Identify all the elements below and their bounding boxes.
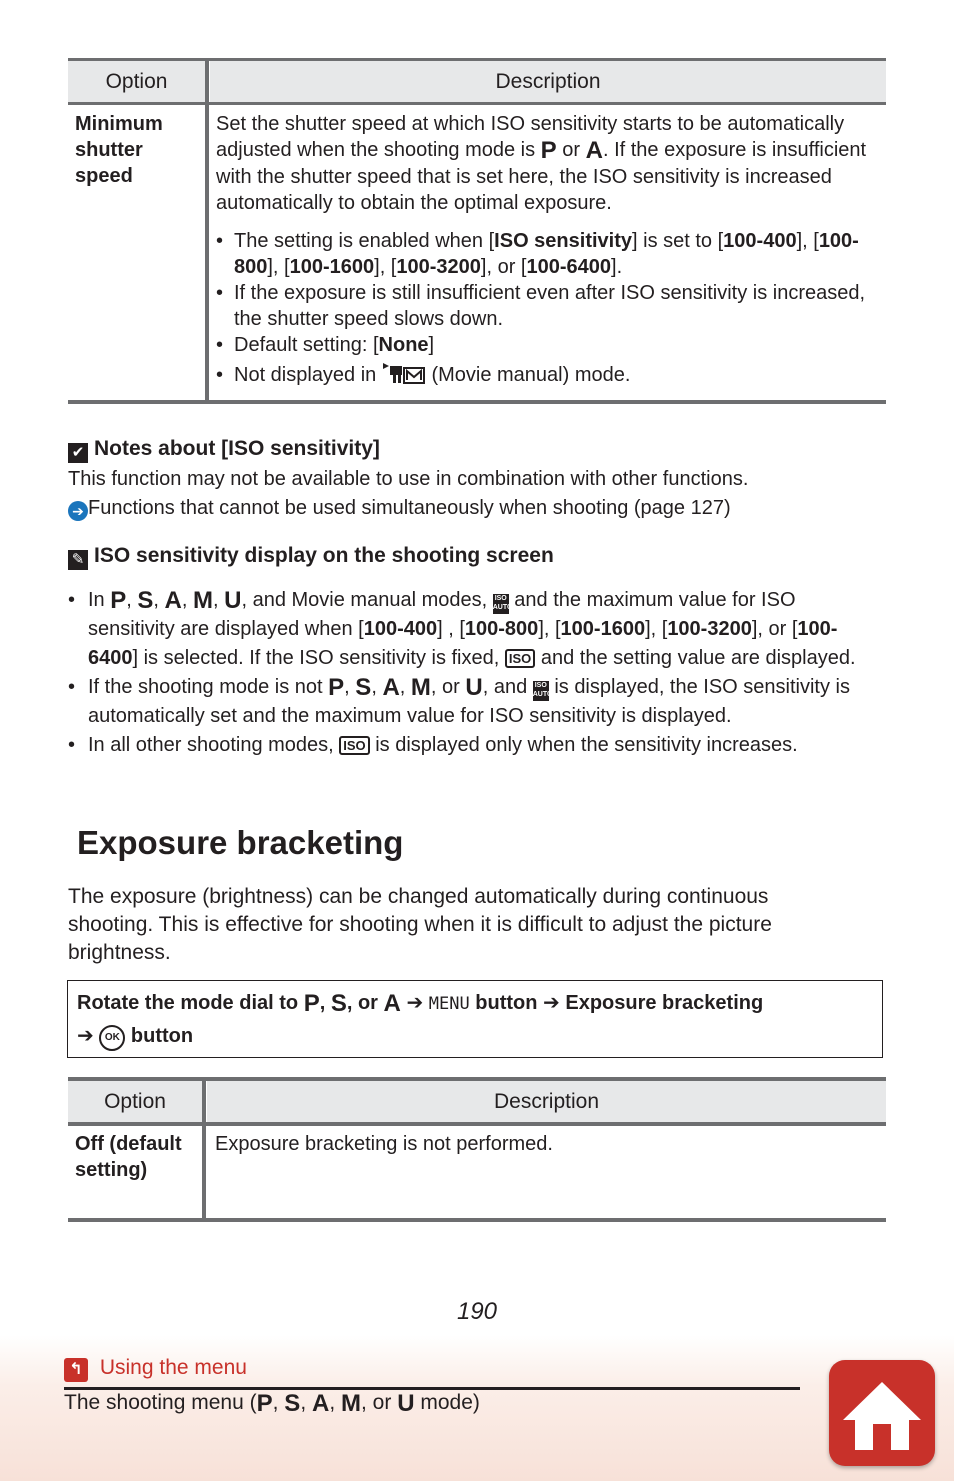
footer-link-row[interactable] xyxy=(64,1356,247,1382)
arrow-right-icon: ➔ xyxy=(406,992,424,1014)
mode-a-icon: A xyxy=(311,1390,330,1417)
functions-link[interactable]: Functions that cannot be used simultaneously when shooting (page 127) xyxy=(88,497,731,519)
mode-p-icon: P xyxy=(303,990,320,1017)
header-option-cell xyxy=(68,1081,202,1123)
mode-p-icon: P xyxy=(540,137,557,164)
column-separator xyxy=(202,1077,206,1222)
ok-button-icon: OK xyxy=(99,1025,125,1051)
pencil-note-icon: ✎ xyxy=(68,550,88,570)
page-number: 190 xyxy=(456,1298,498,1325)
mode-s-icon: S xyxy=(284,1390,301,1417)
header-description-cell xyxy=(210,61,886,103)
home-button[interactable] xyxy=(829,1360,935,1466)
mode-m-icon: M xyxy=(410,674,431,701)
list-item: • Not displayed in (Movie manual) mode. xyxy=(216,362,876,391)
iso-display-title: ✎ ISO sensitivity display on the shooting screen xyxy=(68,544,868,570)
description-off: Exposure bracketing is not performed. xyxy=(215,1133,553,1155)
using-the-menu-link[interactable]: Using the menu xyxy=(99,1356,247,1379)
exposure-bracketing-table xyxy=(68,1077,886,1222)
description-bullets xyxy=(216,228,876,391)
header-bottom-rule xyxy=(68,102,886,105)
notes-title: ✔ Notes about [ISO sensitivity] xyxy=(68,437,888,463)
mode-m-icon: M xyxy=(193,587,213,614)
home-icon xyxy=(829,1360,935,1466)
column-separator xyxy=(205,58,209,404)
checkmark-note-icon: ✔ xyxy=(68,443,88,463)
iso-auto-icon: ISO AUTO xyxy=(533,681,549,701)
mode-p-icon: P xyxy=(256,1390,273,1417)
mode-s-icon: S xyxy=(330,990,347,1017)
mode-a-icon: A xyxy=(382,674,400,701)
list-item: • The setting is enabled when [ISO sensitivity] is set to [100-400], [100-800], [100-1600], [100-3200], or [100-6400]. xyxy=(216,228,876,280)
arrow-right-icon: ➔ xyxy=(77,1025,94,1047)
iso-icon: ISO xyxy=(505,649,535,668)
option-minimum-shutter-speed: Minimum shutter speed xyxy=(75,113,163,187)
movie-manual-icon xyxy=(382,362,426,391)
list-item: • In all other shooting modes, ISO is displayed only when the sensitivity increases. xyxy=(68,731,868,760)
header-description-label: Description xyxy=(495,70,601,93)
arrow-circle-icon: ➔ xyxy=(68,501,88,521)
list-item: • If the shooting mode is not P, S, A, M, or U, and ISO AUTO is displayed, the ISO sensitivity is automatically set and the maximum value for ISO sensitivity is displayed. xyxy=(68,673,868,731)
header-bottom-rule xyxy=(68,1122,886,1126)
notes-section xyxy=(68,437,888,523)
mode-a-icon: A xyxy=(585,137,603,164)
option-off-default: Off (default setting) xyxy=(75,1133,182,1181)
header-option-label: Option xyxy=(105,70,168,93)
iso-display-bullets xyxy=(68,586,868,760)
mode-u-icon: U xyxy=(465,674,483,701)
mode-m-icon: M xyxy=(341,1390,361,1417)
exposure-intro: The exposure (brightness) can be changed automatically during continuous shooting. This is effective for shooting when it is difficult to adjust the picture brightness. xyxy=(68,885,772,964)
minimum-shutter-speed-table xyxy=(68,58,886,404)
mode-p-icon: P xyxy=(110,587,127,614)
mode-p-icon: P xyxy=(328,674,345,701)
iso-icon: ISO xyxy=(339,736,369,755)
exposure-bracketing-heading: Exposure bracketing xyxy=(77,824,404,861)
mode-a-icon: A xyxy=(383,990,401,1017)
iso-display-section xyxy=(68,544,868,760)
menu-path-text: Rotate the mode dial to P, S, or A ➔ MENU button ➔ Exposure bracketing ➔ OK button xyxy=(77,987,877,1052)
description-cell xyxy=(216,111,876,391)
arrow-right-icon: ➔ xyxy=(543,992,560,1014)
header-option-cell xyxy=(68,61,205,103)
table-bottom-rule xyxy=(68,1218,886,1222)
list-item: • Default setting: [None] xyxy=(216,332,876,358)
mode-s-icon: S xyxy=(355,674,372,701)
menu-button-icon: MENU xyxy=(428,994,470,1014)
mode-u-icon: U xyxy=(397,1390,415,1417)
header-description-cell xyxy=(207,1081,886,1123)
notes-link-row[interactable] xyxy=(68,494,888,523)
list-item: • In P, S, A, M, U, and Movie manual modes, ISO AUTO and the maximum value for ISO sensitivity are displayed when [100-400] , [100-800], [100-1600], [100-3200], or [100-6400] is selected. If the ISO sensitivity is fixed, ISO and the setting value are displayed. xyxy=(68,586,868,673)
mode-u-icon: U xyxy=(224,587,242,614)
notes-text: This function may not be available to use in combination with other functions. xyxy=(68,468,749,490)
iso-auto-icon: ISO AUTO xyxy=(493,594,509,614)
footer-subtitle: The shooting menu (P, S, A, M, or U mode) xyxy=(64,1390,480,1417)
description-paragraph: Set the shutter speed at which ISO sensitivity starts to be automatically adjusted when the shooting mode is P or A. If the exposure is insufficient with the shutter speed that is set here, the ISO sensitivity is increased automatically to obtain the optimal exposure. xyxy=(216,113,867,214)
mode-a-icon: A xyxy=(164,587,182,614)
table-bottom-rule xyxy=(68,400,886,404)
mode-s-icon: S xyxy=(137,587,154,614)
header-description-label: Description xyxy=(493,1090,600,1113)
menu-path-box xyxy=(67,980,883,1058)
list-item: • If the exposure is still insufficient even after ISO sensitivity is increased, the shutter speed slows down. xyxy=(216,280,876,332)
return-icon: ↰ xyxy=(64,1358,88,1382)
header-option-label: Option xyxy=(104,1090,166,1113)
